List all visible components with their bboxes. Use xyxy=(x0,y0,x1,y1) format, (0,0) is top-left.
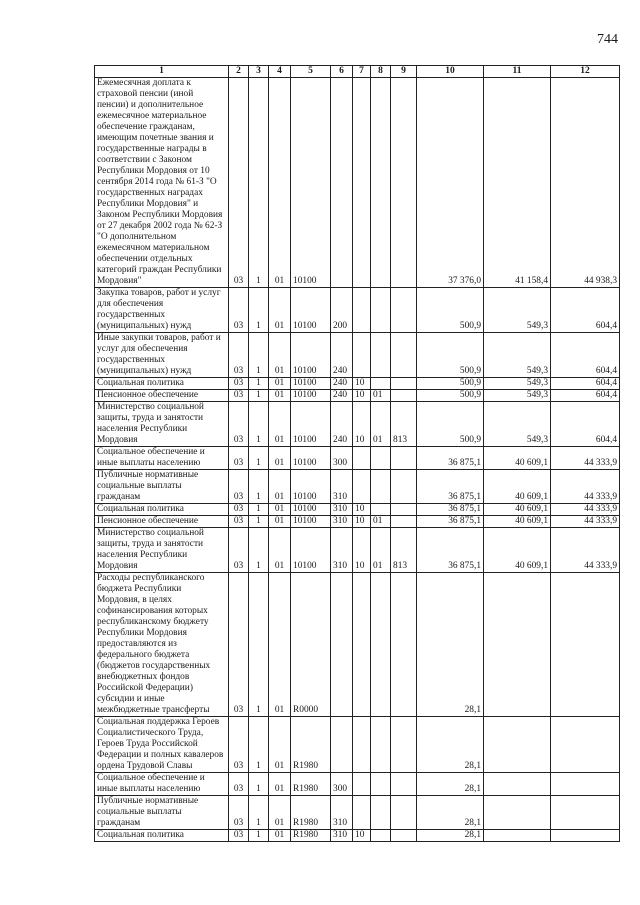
row-value-cell: 03 xyxy=(229,390,249,402)
row-value-cell: 1 xyxy=(249,796,269,830)
row-value-cell: 10 xyxy=(353,390,371,402)
row-value-cell: 1 xyxy=(249,390,269,402)
row-value-cell: 10 xyxy=(353,504,371,516)
table-row xyxy=(95,470,620,504)
row-value-cell: 03 xyxy=(229,378,249,390)
col-header: 1 xyxy=(95,66,229,78)
row-value-cell: 10 xyxy=(353,516,371,528)
row-value-cell xyxy=(484,773,551,796)
row-value-cell: 03 xyxy=(229,288,249,333)
row-name-cell: Социальная политика xyxy=(95,378,229,390)
row-value-cell xyxy=(391,333,417,378)
row-name-cell: Закупка товаров, работ и услуг для обеспечения государственных (муниципальных) нужд xyxy=(95,288,229,333)
row-value-cell: 03 xyxy=(229,402,249,447)
row-value-cell xyxy=(391,447,417,470)
row-value-cell: 01 xyxy=(269,470,291,504)
page-number: 744 xyxy=(597,32,618,47)
row-value-cell: 01 xyxy=(269,717,291,773)
row-name-cell: Иные закупки товаров, работ и услуг для обеспечения государственных (муниципальных) нужд xyxy=(95,333,229,378)
table-row xyxy=(95,796,620,830)
row-name-cell: Социальная поддержка Героев Социалистического Труда, Героев Труда Российской Федерации и полных кавалеров ордена Трудовой Славы xyxy=(95,717,229,773)
row-value-cell: 44 333,9 xyxy=(551,528,620,573)
row-value-cell xyxy=(551,796,620,830)
row-value-cell: 310 xyxy=(331,528,353,573)
row-value-cell xyxy=(371,830,391,842)
table-row xyxy=(95,717,620,773)
row-value-cell xyxy=(353,773,371,796)
table-row xyxy=(95,78,620,288)
row-value-cell: 03 xyxy=(229,504,249,516)
row-value-cell: 10100 xyxy=(291,470,331,504)
row-value-cell: 1 xyxy=(249,333,269,378)
row-value-cell: 36 875,1 xyxy=(417,504,484,516)
row-value-cell: 813 xyxy=(391,528,417,573)
row-value-cell: 500,9 xyxy=(417,378,484,390)
row-value-cell: R1980 xyxy=(291,717,331,773)
row-value-cell: 10 xyxy=(353,402,371,447)
row-value-cell: 01 xyxy=(269,390,291,402)
row-value-cell: 10100 xyxy=(291,390,331,402)
row-value-cell: R1980 xyxy=(291,796,331,830)
row-value-cell xyxy=(391,773,417,796)
row-value-cell: 310 xyxy=(331,470,353,504)
table-row xyxy=(95,504,620,516)
row-value-cell: 300 xyxy=(331,447,353,470)
row-value-cell xyxy=(353,470,371,504)
row-value-cell xyxy=(353,447,371,470)
row-value-cell: 01 xyxy=(269,830,291,842)
row-value-cell: 10100 xyxy=(291,504,331,516)
row-value-cell: 240 xyxy=(331,402,353,447)
row-value-cell xyxy=(391,796,417,830)
col-header: 9 xyxy=(391,66,417,78)
row-name-cell: Расходы республиканского бюджета Республики Мордовия, в целях софинансирования которых республиканскому бюджету Республики Мордовия предоставляются из федерального бюджета (бюджетов государственных внебюджетных фондов Российской Федерации) субсидии и иные межбюджетные трансферты xyxy=(95,573,229,717)
row-value-cell xyxy=(391,504,417,516)
row-value-cell: 1 xyxy=(249,402,269,447)
row-value-cell xyxy=(331,717,353,773)
table-row xyxy=(95,573,620,717)
row-value-cell: 10100 xyxy=(291,447,331,470)
row-value-cell xyxy=(371,504,391,516)
row-value-cell: 01 xyxy=(269,288,291,333)
row-value-cell: 604,4 xyxy=(551,333,620,378)
row-value-cell: R1980 xyxy=(291,773,331,796)
row-value-cell xyxy=(484,717,551,773)
row-value-cell: R0000 xyxy=(291,573,331,717)
row-value-cell: 1 xyxy=(249,573,269,717)
row-value-cell: 1 xyxy=(249,717,269,773)
row-value-cell: 03 xyxy=(229,796,249,830)
row-value-cell: R1980 xyxy=(291,830,331,842)
row-value-cell: 01 xyxy=(269,528,291,573)
row-value-cell: 44 333,9 xyxy=(551,447,620,470)
row-value-cell xyxy=(391,470,417,504)
row-value-cell: 01 xyxy=(371,516,391,528)
row-value-cell: 1 xyxy=(249,288,269,333)
row-value-cell: 549,3 xyxy=(484,390,551,402)
row-value-cell xyxy=(551,573,620,717)
row-value-cell xyxy=(371,447,391,470)
row-value-cell xyxy=(371,717,391,773)
row-value-cell: 10 xyxy=(353,528,371,573)
row-value-cell xyxy=(551,773,620,796)
row-value-cell: 28,1 xyxy=(417,717,484,773)
col-header: 5 xyxy=(291,66,331,78)
table-row xyxy=(95,390,620,402)
row-value-cell: 1 xyxy=(249,378,269,390)
row-name-cell: Министерство социальной защиты, труда и занятости населения Республики Мордовия xyxy=(95,402,229,447)
row-value-cell: 10100 xyxy=(291,288,331,333)
table-row xyxy=(95,830,620,842)
row-value-cell: 01 xyxy=(371,528,391,573)
row-value-cell: 1 xyxy=(249,516,269,528)
row-value-cell: 10100 xyxy=(291,528,331,573)
row-value-cell: 03 xyxy=(229,717,249,773)
row-value-cell: 40 609,1 xyxy=(484,516,551,528)
row-value-cell: 03 xyxy=(229,528,249,573)
row-value-cell: 36 875,1 xyxy=(417,470,484,504)
row-value-cell xyxy=(353,333,371,378)
row-value-cell: 549,3 xyxy=(484,402,551,447)
row-value-cell xyxy=(391,390,417,402)
row-value-cell xyxy=(484,796,551,830)
row-value-cell: 500,9 xyxy=(417,402,484,447)
row-value-cell: 1 xyxy=(249,504,269,516)
row-value-cell: 549,3 xyxy=(484,378,551,390)
row-value-cell: 1 xyxy=(249,773,269,796)
row-value-cell: 03 xyxy=(229,830,249,842)
header-row xyxy=(95,66,620,78)
row-value-cell xyxy=(371,470,391,504)
row-value-cell xyxy=(391,830,417,842)
row-value-cell xyxy=(391,516,417,528)
row-value-cell: 10 xyxy=(353,378,371,390)
table-row xyxy=(95,447,620,470)
col-header: 8 xyxy=(371,66,391,78)
row-value-cell: 40 609,1 xyxy=(484,470,551,504)
row-value-cell: 28,1 xyxy=(417,796,484,830)
row-value-cell xyxy=(371,78,391,288)
row-value-cell: 40 609,1 xyxy=(484,528,551,573)
row-value-cell: 03 xyxy=(229,78,249,288)
row-value-cell: 01 xyxy=(269,78,291,288)
row-value-cell: 01 xyxy=(269,796,291,830)
row-value-cell xyxy=(371,378,391,390)
row-value-cell xyxy=(371,573,391,717)
row-value-cell: 1 xyxy=(249,528,269,573)
row-value-cell: 03 xyxy=(229,516,249,528)
row-value-cell: 01 xyxy=(371,402,391,447)
row-value-cell xyxy=(391,573,417,717)
row-value-cell: 240 xyxy=(331,333,353,378)
row-value-cell: 200 xyxy=(331,288,353,333)
row-name-cell: Ежемесячная доплата к страховой пенсии (иной пенсии) и дополнительное ежемесячное материальное обеспечение гражданам, имеющим почетные звания и государственные награды в соответствии с Законом Республики Мордовия от 10 сентября 2014 года № 61-З "О государственных наградах Республики Мордовия" и Законом Республики Мордовия от 27 декабря 2002 года № 62-З "О дополнительном ежемесячном материальном обеспечении отдельных категорий граждан Республики Мордовия" xyxy=(95,78,229,288)
row-value-cell: 1 xyxy=(249,470,269,504)
row-value-cell: 36 875,1 xyxy=(417,516,484,528)
row-value-cell: 310 xyxy=(331,830,353,842)
row-value-cell: 01 xyxy=(269,447,291,470)
row-value-cell: 10100 xyxy=(291,402,331,447)
col-header: 11 xyxy=(484,66,551,78)
row-value-cell xyxy=(371,333,391,378)
row-value-cell: 01 xyxy=(269,773,291,796)
row-value-cell: 549,3 xyxy=(484,288,551,333)
col-header: 6 xyxy=(331,66,353,78)
row-value-cell: 01 xyxy=(269,504,291,516)
row-value-cell xyxy=(551,717,620,773)
row-value-cell: 604,4 xyxy=(551,390,620,402)
row-value-cell: 549,3 xyxy=(484,333,551,378)
row-value-cell: 310 xyxy=(331,516,353,528)
row-value-cell: 03 xyxy=(229,773,249,796)
row-value-cell: 28,1 xyxy=(417,830,484,842)
row-name-cell: Социальная политика xyxy=(95,830,229,842)
row-name-cell: Социальная политика xyxy=(95,504,229,516)
row-value-cell: 240 xyxy=(331,390,353,402)
table-row xyxy=(95,402,620,447)
row-value-cell: 44 333,9 xyxy=(551,470,620,504)
col-header: 10 xyxy=(417,66,484,78)
row-value-cell: 36 875,1 xyxy=(417,447,484,470)
row-value-cell: 37 376,0 xyxy=(417,78,484,288)
row-value-cell: 44 938,3 xyxy=(551,78,620,288)
row-value-cell xyxy=(353,573,371,717)
table-row xyxy=(95,288,620,333)
row-value-cell: 01 xyxy=(371,390,391,402)
row-value-cell: 500,9 xyxy=(417,390,484,402)
row-value-cell: 03 xyxy=(229,573,249,717)
row-name-cell: Министерство социальной защиты, труда и занятости населения Республики Мордовия xyxy=(95,528,229,573)
row-value-cell xyxy=(391,717,417,773)
row-value-cell: 44 333,9 xyxy=(551,504,620,516)
row-value-cell: 310 xyxy=(331,504,353,516)
row-name-cell: Публичные нормативные социальные выплаты гражданам xyxy=(95,796,229,830)
row-value-cell: 310 xyxy=(331,796,353,830)
table-row xyxy=(95,516,620,528)
row-name-cell: Социальное обеспечение и иные выплаты населению xyxy=(95,447,229,470)
row-value-cell xyxy=(331,573,353,717)
row-value-cell xyxy=(484,830,551,842)
row-name-cell: Пенсионное обеспечение xyxy=(95,516,229,528)
row-value-cell: 40 609,1 xyxy=(484,504,551,516)
row-value-cell: 10100 xyxy=(291,333,331,378)
col-header: 2 xyxy=(229,66,249,78)
row-value-cell: 10100 xyxy=(291,516,331,528)
row-value-cell: 28,1 xyxy=(417,573,484,717)
row-value-cell: 40 609,1 xyxy=(484,447,551,470)
table-row xyxy=(95,378,620,390)
row-value-cell: 01 xyxy=(269,378,291,390)
row-value-cell: 1 xyxy=(249,830,269,842)
row-value-cell xyxy=(391,378,417,390)
row-value-cell: 41 158,4 xyxy=(484,78,551,288)
row-value-cell: 500,9 xyxy=(417,333,484,378)
row-value-cell: 604,4 xyxy=(551,378,620,390)
row-value-cell: 10 xyxy=(353,830,371,842)
col-header: 3 xyxy=(249,66,269,78)
row-value-cell xyxy=(353,288,371,333)
row-value-cell: 01 xyxy=(269,573,291,717)
table-row xyxy=(95,528,620,573)
row-value-cell xyxy=(551,830,620,842)
row-value-cell: 10100 xyxy=(291,378,331,390)
row-value-cell: 36 875,1 xyxy=(417,528,484,573)
col-header: 7 xyxy=(353,66,371,78)
row-value-cell xyxy=(353,796,371,830)
row-value-cell: 01 xyxy=(269,402,291,447)
row-value-cell: 500,9 xyxy=(417,288,484,333)
row-value-cell xyxy=(331,78,353,288)
row-value-cell xyxy=(353,717,371,773)
row-value-cell: 44 333,9 xyxy=(551,516,620,528)
col-header: 12 xyxy=(551,66,620,78)
row-value-cell: 300 xyxy=(331,773,353,796)
row-value-cell: 604,4 xyxy=(551,288,620,333)
table-row xyxy=(95,773,620,796)
row-name-cell: Социальное обеспечение и иные выплаты населению xyxy=(95,773,229,796)
row-value-cell xyxy=(371,773,391,796)
col-header: 4 xyxy=(269,66,291,78)
row-value-cell: 240 xyxy=(331,378,353,390)
row-value-cell: 604,4 xyxy=(551,402,620,447)
row-value-cell xyxy=(484,573,551,717)
row-name-cell: Публичные нормативные социальные выплаты гражданам xyxy=(95,470,229,504)
row-value-cell xyxy=(371,796,391,830)
row-name-cell: Пенсионное обеспечение xyxy=(95,390,229,402)
row-value-cell: 1 xyxy=(249,78,269,288)
row-value-cell: 10100 xyxy=(291,78,331,288)
row-value-cell: 28,1 xyxy=(417,773,484,796)
row-value-cell xyxy=(391,288,417,333)
row-value-cell: 01 xyxy=(269,516,291,528)
row-value-cell xyxy=(391,78,417,288)
row-value-cell xyxy=(353,78,371,288)
row-value-cell: 03 xyxy=(229,447,249,470)
row-value-cell: 1 xyxy=(249,447,269,470)
row-value-cell xyxy=(371,288,391,333)
row-value-cell: 01 xyxy=(269,333,291,378)
row-value-cell: 813 xyxy=(391,402,417,447)
row-value-cell: 03 xyxy=(229,470,249,504)
table-row xyxy=(95,333,620,378)
row-value-cell: 03 xyxy=(229,333,249,378)
budget-table xyxy=(94,65,620,842)
